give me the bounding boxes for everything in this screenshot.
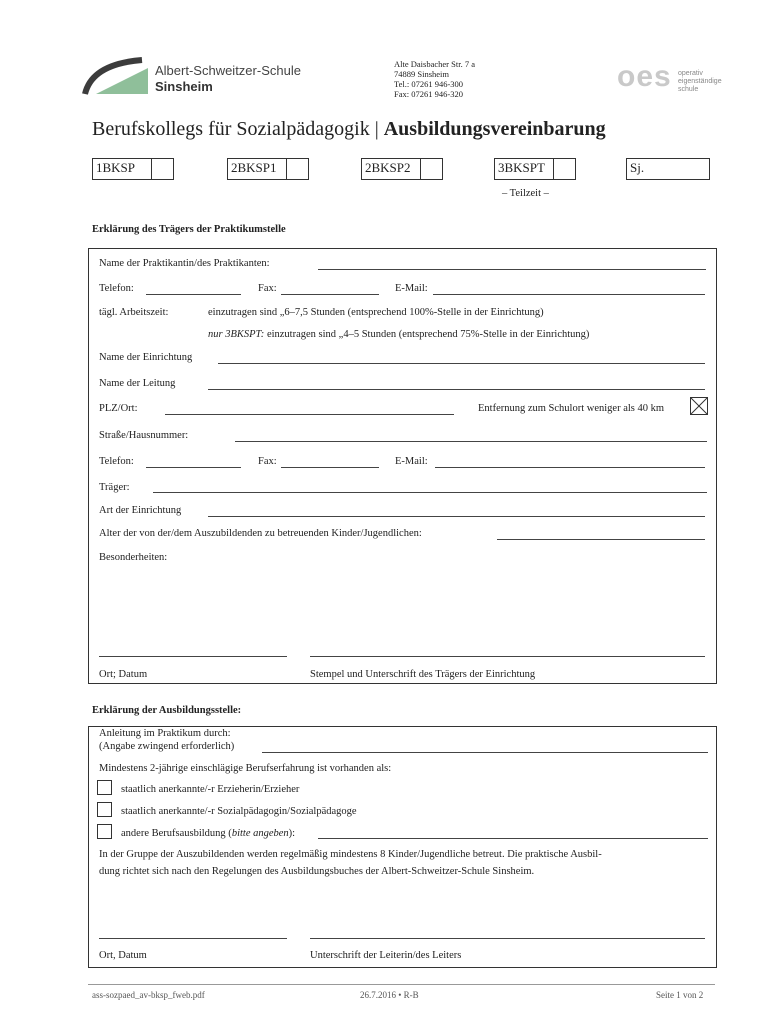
besonderheiten-input[interactable] <box>99 566 705 648</box>
traeger-label: Träger: <box>99 482 130 493</box>
fax2-input[interactable] <box>281 467 379 468</box>
footer-date: 26.7.2016 • R-B <box>360 990 419 1000</box>
arbeitszeit-label: tägl. Arbeitszeit: <box>99 307 169 318</box>
divider <box>286 159 287 179</box>
section1-heading: Erklärung des Trägers der Praktikumstelle <box>92 224 286 235</box>
oes-logo: oes <box>617 60 672 93</box>
gruppe-text-2: dung richtet sich nach den Regelungen des Ausbildungsbuches der Albert-Schweitzer-Schule Sinsheim. <box>99 866 535 877</box>
stempel-line[interactable] <box>310 656 705 657</box>
fax-input[interactable] <box>281 294 379 295</box>
plz-ort-input[interactable] <box>165 414 454 415</box>
besonderheiten-label: Besonderheiten: <box>99 552 168 563</box>
class-label: 1BKSP <box>96 160 136 175</box>
praktikant-input[interactable] <box>318 269 706 270</box>
arbeitszeit-note: nur 3BKSPT: einzutragen sind „4–5 Stunden (entsprechend 75%-Stelle in der Einrichtung) <box>208 329 590 340</box>
unterschrift-label: Unterschrift der Leiterin/des Leiters <box>310 950 462 961</box>
erzieher-checkbox[interactable] <box>97 780 112 795</box>
school-address: Alte Daisbacher Str. 7 a 74889 Sinsheim Tel.: 07261 946-300 Fax: 07261 946-320 <box>394 59 475 99</box>
section2-heading: Erklärung der Ausbildungsstelle: <box>92 705 242 716</box>
erzieher-label: staatlich anerkannte/-r Erzieherin/Erzieher <box>121 784 300 795</box>
telefon2-input[interactable] <box>146 467 241 468</box>
art-input[interactable] <box>208 516 705 517</box>
mindestens-label: Mindestens 2-jährige einschlägige Berufserfahrung ist vorhanden als: <box>99 763 392 774</box>
anleitung-label: Anleitung im Praktikum durch: <box>99 728 231 739</box>
divider <box>420 159 421 179</box>
stempel-label: Stempel und Unterschrift des Trägers der Einrichtung <box>310 669 536 680</box>
footer-filename: ass-sozpaed_av-bksp_fweb.pdf <box>92 990 205 1000</box>
ort-datum2-line[interactable] <box>99 938 287 939</box>
andere-checkbox[interactable] <box>97 824 112 839</box>
arbeitszeit-text: einzutragen sind „6–7,5 Stunden (entsprechend 100%-Stelle in der Einrichtung) <box>208 307 544 318</box>
email-input[interactable] <box>433 294 705 295</box>
einrichtung-label: Name der Einrichtung <box>99 352 193 363</box>
divider <box>553 159 554 179</box>
ort-datum-label: Ort; Datum <box>99 669 148 680</box>
anleitung-input[interactable] <box>262 752 708 753</box>
andere-input[interactable] <box>318 838 708 839</box>
leitung-label: Name der Leitung <box>99 378 176 389</box>
oes-logo-sub: operativ eigenständige schule <box>678 70 722 93</box>
traeger-input[interactable] <box>153 492 707 493</box>
page-title: Berufskollegs für Sozialpädagogik | Ausbildungsvereinbarung <box>92 118 606 140</box>
sozialpaedagoge-label: staatlich anerkannte/-r Sozialpädagogin/Sozialpädagoge <box>121 806 357 817</box>
strasse-label: Straße/Hausnummer: <box>99 430 189 441</box>
email-label: E-Mail: <box>395 283 428 294</box>
footer-divider <box>88 984 715 985</box>
footer-page: Seite 1 von 2 <box>656 990 704 1000</box>
einrichtung-input[interactable] <box>218 363 705 364</box>
teilzeit-label: – Teilzeit – <box>502 188 549 199</box>
class-box-1bksp[interactable] <box>92 158 174 180</box>
school-year-label: Sj. <box>630 160 645 175</box>
telefon2-label: Telefon: <box>99 456 134 467</box>
fax-label: Fax: <box>258 283 277 294</box>
divider <box>151 159 152 179</box>
school-name: Albert-Schweitzer-Schule <box>155 63 301 78</box>
art-label: Art der Einrichtung <box>99 505 182 516</box>
andere-label: andere Berufsausbildung (bitte angeben): <box>121 828 296 839</box>
ort-datum2-label: Ort, Datum <box>99 950 147 961</box>
class-box-3bkspt[interactable] <box>494 158 576 180</box>
email2-input[interactable] <box>435 467 705 468</box>
ort-datum-line[interactable] <box>99 656 287 657</box>
leitung-input[interactable] <box>208 389 705 390</box>
class-box-2bksp2[interactable] <box>361 158 443 180</box>
plz-ort-label: PLZ/Ort: <box>99 403 138 414</box>
anleitung-sub-label: (Angabe zwingend erforderlich) <box>99 741 235 752</box>
alter-label: Alter der von der/dem Auszubildenden zu betreuenden Kinder/Jugendlichen: <box>99 528 422 539</box>
unterschrift-line[interactable] <box>310 938 705 939</box>
class-box-2bksp1[interactable] <box>227 158 309 180</box>
class-label: 3BKSPT <box>498 160 545 175</box>
telefon-label: Telefon: <box>99 283 134 294</box>
sozialpaedagoge-checkbox[interactable] <box>97 802 112 817</box>
email2-label: E-Mail: <box>395 456 428 467</box>
entfernung-label: Entfernung zum Schulort weniger als 40 km <box>478 403 665 414</box>
fax2-label: Fax: <box>258 456 277 467</box>
alter-input[interactable] <box>497 539 705 540</box>
class-label: 2BKSP2 <box>365 160 411 175</box>
entfernung-checkbox-checked[interactable] <box>690 397 708 415</box>
school-city: Sinsheim <box>155 79 213 94</box>
class-label: 2BKSP1 <box>231 160 277 175</box>
school-logo <box>82 56 152 96</box>
school-year-field[interactable] <box>626 158 710 180</box>
gruppe-text-1: In der Gruppe der Auszubildenden werden regelmäßig mindestens 8 Kinder/Jugendliche betreut. Die praktische Ausbil- <box>99 849 602 860</box>
telefon-input[interactable] <box>146 294 241 295</box>
praktikant-label: Name der Praktikantin/des Praktikanten: <box>99 258 270 269</box>
strasse-input[interactable] <box>235 441 707 442</box>
